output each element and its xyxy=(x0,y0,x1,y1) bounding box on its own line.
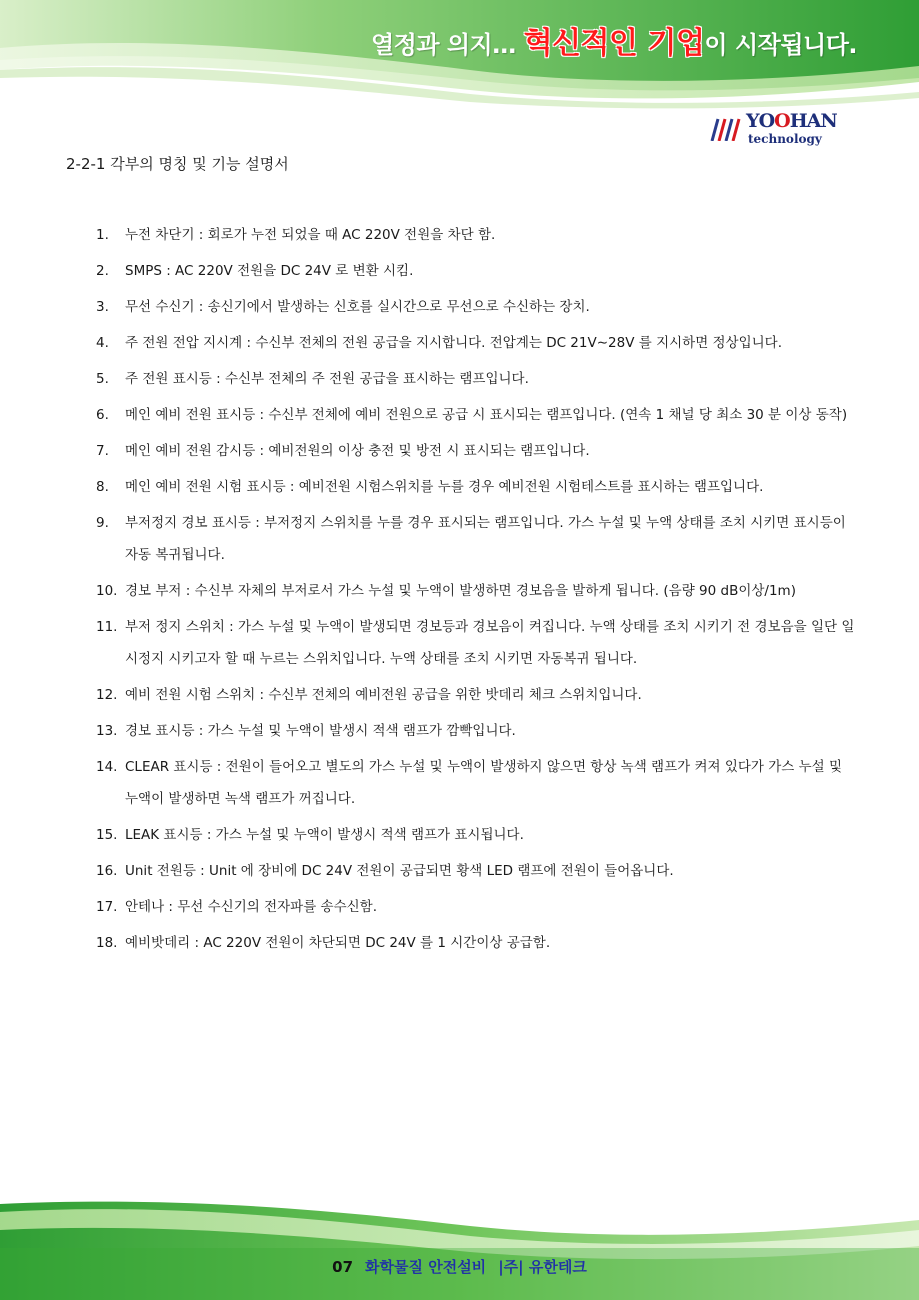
list-item xyxy=(96,751,856,815)
list-item-number: 2. xyxy=(96,263,109,279)
header-slogan xyxy=(371,18,857,62)
list-item-text: 메인 예비 전원 표시등 : 수신부 전체에 예비 전원으로 공급 시 표시되는 램프입니다. (연속 1 채널 당 최소 30 분 이상 동작) xyxy=(125,407,848,423)
list-item-number: 4. xyxy=(96,335,109,351)
list-item xyxy=(96,891,856,923)
list-item xyxy=(96,819,856,851)
list-item-text: 예비 전원 시험 스위치 : 수신부 전체의 예비전원 공급을 위한 밧데리 체크 스위치입니다. xyxy=(125,687,642,703)
section-heading: 2-2-1 각부의 명칭 및 기능 설명서 xyxy=(66,155,289,173)
list-item-number: 5. xyxy=(96,371,109,387)
slogan-text-pre: 열정과 의지… xyxy=(370,31,524,59)
footer xyxy=(0,1256,919,1277)
list-item xyxy=(96,575,856,607)
list-item-text: 주 전원 전압 지시계 : 수신부 전체의 전원 공급을 지시합니다. 전압계는 DC 21V∼28V 를 지시하면 정상입니다. xyxy=(125,335,783,351)
list-item-number: 7. xyxy=(96,443,109,459)
slogan-highlight: 혁신적인 기업 xyxy=(523,26,705,61)
list-item-text: 메인 예비 전원 감시등 : 예비전원의 이상 충전 및 방전 시 표시되는 램프입니다. xyxy=(125,443,590,459)
list-item-text: 예비밧데리 : AC 220V 전원이 차단되면 DC 24V 를 1 시간이상 공급함. xyxy=(125,935,551,951)
page-number: 07 xyxy=(332,1258,354,1276)
logo-wordmark: YOOHAN xyxy=(746,110,837,132)
slogan-text-post: 이 시작됩니다. xyxy=(704,31,857,59)
list-item-text: 부저 정지 스위치 : 가스 누설 및 누액이 발생되면 경보등과 경보음이 켜집니다. 누액 상태를 조치 시키기 전 경보음을 일단 일시정지 시키고자 할 때 누르는 스위치입니다. 누액 상태를 조치 시키면 자동복귀 됩니다. xyxy=(125,619,855,667)
list-item-text: 안테나 : 무선 수신기의 전자파를 송수신함. xyxy=(125,899,377,915)
company-logo xyxy=(708,110,858,152)
list-item-text: CLEAR 표시등 : 전원이 들어오고 별도의 가스 누설 및 누액이 발생하지 않으면 항상 녹색 램프가 켜져 있다가 가스 누설 및 누액이 발생하면 녹색 램프가 꺼집니다. xyxy=(125,759,843,807)
list-item-number: 12. xyxy=(96,687,118,703)
list-item-text: 경보 부저 : 수신부 자체의 부저로서 가스 누설 및 누액이 발생하면 경보음을 발하게 됩니다. (음량 90 dB이상/1m) xyxy=(125,583,796,599)
list-item-number: 16. xyxy=(96,863,118,879)
function-description-list xyxy=(96,219,856,963)
list-item-text: 무선 수신기 : 송신기에서 발생하는 신호를 실시간으로 무선으로 수신하는 장치. xyxy=(125,299,590,315)
list-item xyxy=(96,255,856,287)
list-item-text: 메인 예비 전원 시험 표시등 : 예비전원 시험스위치를 누를 경우 예비전원 시험테스트를 표시하는 램프입니다. xyxy=(125,479,764,495)
list-item xyxy=(96,327,856,359)
list-item xyxy=(96,219,856,251)
list-item-number: 13. xyxy=(96,723,118,739)
list-item-number: 10. xyxy=(96,583,118,599)
list-item-text: 부저정지 경보 표시등 : 부저정지 스위치를 누를 경우 표시되는 램프입니다. 가스 누설 및 누액 상태를 조치 시키면 표시등이 자동 복귀됩니다. xyxy=(125,515,846,563)
list-item-number: 18. xyxy=(96,935,118,951)
list-item-text: SMPS : AC 220V 전원을 DC 24V 로 변환 시킴. xyxy=(125,263,414,279)
list-item xyxy=(96,471,856,503)
list-item-number: 1. xyxy=(96,227,109,243)
footer-title: 화학물질 안전설비 xyxy=(365,1258,487,1276)
list-item xyxy=(96,611,856,675)
list-item-text: 주 전원 표시등 : 수신부 전체의 주 전원 공급을 표시하는 램프입니다. xyxy=(125,371,529,387)
list-item-text: 경보 표시등 : 가스 누설 및 누액이 발생시 적색 램프가 깜빡입니다. xyxy=(125,723,516,739)
logo-stripes-icon xyxy=(708,115,744,141)
footer-banner xyxy=(0,1190,919,1300)
list-item xyxy=(96,715,856,747)
list-item xyxy=(96,855,856,887)
list-item xyxy=(96,363,856,395)
list-item-number: 14. xyxy=(96,759,118,775)
list-item xyxy=(96,679,856,711)
list-item-number: 3. xyxy=(96,299,109,315)
list-item xyxy=(96,399,856,431)
list-item-text: 누전 차단기 : 회로가 누전 되었을 때 AC 220V 전원을 차단 함. xyxy=(125,227,496,243)
list-item-text: LEAK 표시등 : 가스 누설 및 누액이 발생시 적색 램프가 표시됩니다. xyxy=(125,827,524,843)
list-item-number: 17. xyxy=(96,899,118,915)
list-item-text: Unit 전원등 : Unit 에 장비에 DC 24V 전원이 공급되면 황색 LED 램프에 전원이 들어옵니다. xyxy=(125,863,674,879)
list-item xyxy=(96,291,856,323)
list-item-number: 9. xyxy=(96,515,109,531)
list-item xyxy=(96,435,856,467)
list-item-number: 11. xyxy=(96,619,118,635)
list-item xyxy=(96,927,856,959)
list-item-number: 8. xyxy=(96,479,109,495)
logo-subtitle: technology xyxy=(748,132,822,146)
list-item-number: 15. xyxy=(96,827,118,843)
footer-company: |주| 유한테크 xyxy=(498,1258,587,1276)
list-item-number: 6. xyxy=(96,407,109,423)
list-item xyxy=(96,507,856,571)
